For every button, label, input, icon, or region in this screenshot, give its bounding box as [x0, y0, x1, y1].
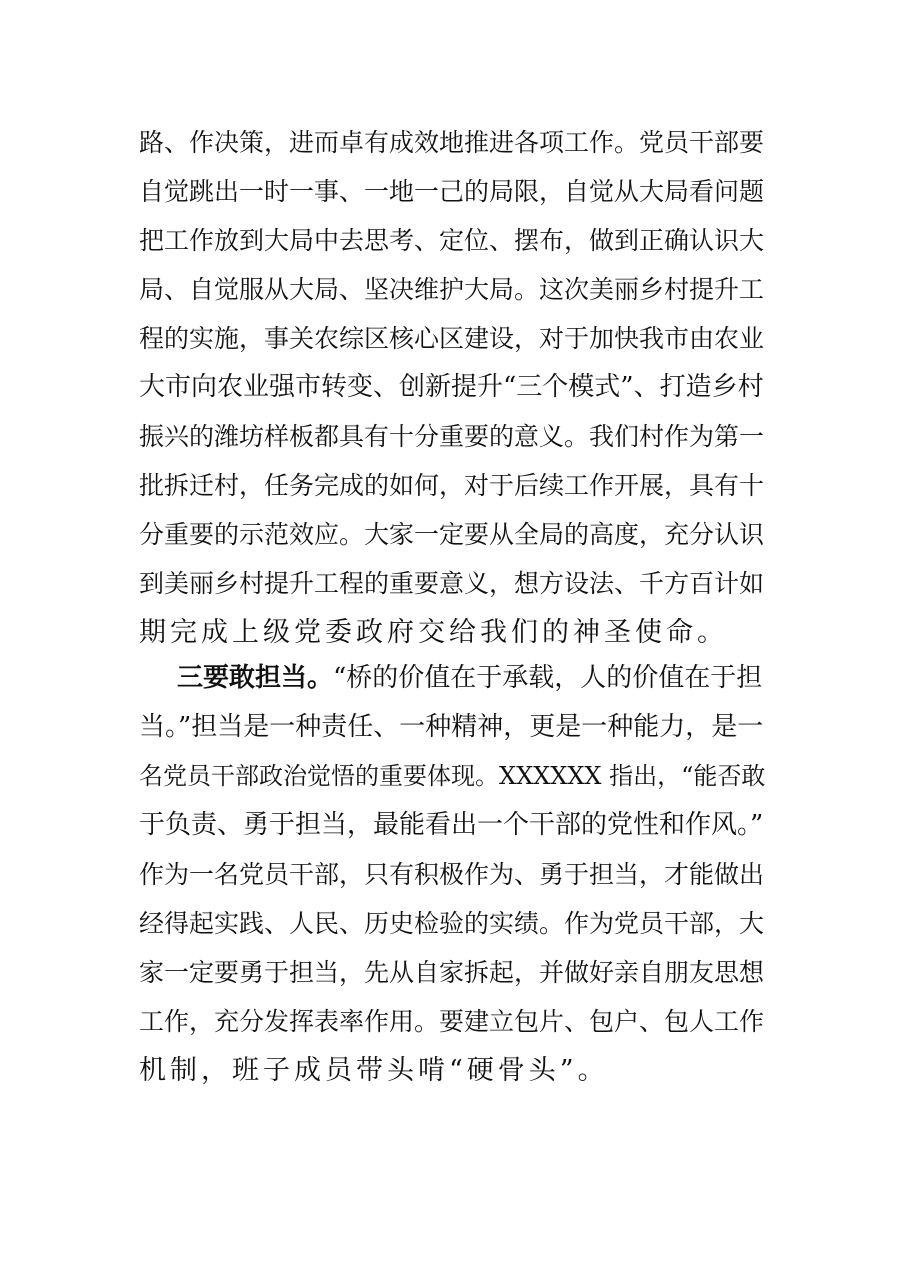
paragraph-line: 自觉跳出一时一事、一地一己的局限，自觉从大局看问题: [139, 177, 765, 206]
paragraph-line: 期完成上级党委政府交给我们的神圣使命。: [139, 617, 728, 648]
paragraph-first-line: [139, 654, 779, 703]
paragraph-line: 局、自觉服从大局、坚决维护大局。这次美丽乡村提升工: [139, 275, 765, 304]
section-heading: 三要敢担当。: [177, 663, 334, 693]
paragraph-line: 机制，班子成员带头啃“硬骨头”。: [139, 1055, 609, 1086]
paragraph-line-rest: “桥的价值在于承载，人的价值在于担: [333, 663, 763, 693]
paragraph-line: 工作，充分发挥表率作用。要建立包片、包户、包人工作: [139, 1007, 765, 1036]
paragraph-line: 作为一名党员干部，只有积极作为、勇于担当，才能做出: [139, 860, 765, 889]
paragraph-line: 程的实施，事关农综区核心区建设，对于加快我市由农业: [139, 324, 765, 353]
paragraph-line: 振兴的潍坊样板都具有十分重要的意义。我们村作为第一: [139, 422, 765, 451]
paragraph-line: 名党员干部政治觉悟的重要体现。XXXXXX 指出，“能否敢: [139, 762, 766, 790]
paragraph-line: 批拆迁村，任务完成的如何，对于后续工作开展，具有十: [139, 471, 765, 500]
paragraph-line: 家一定要勇于担当，先从自家拆起，并做好亲自朋友思想: [139, 958, 765, 987]
paragraph-2: [139, 654, 779, 1095]
paragraph-line: 分重要的示范效应。大家一定要从全局的高度，充分认识: [139, 520, 765, 549]
paragraph-line: 路、作决策，进而卓有成效地推进各项工作。党员干部要: [139, 128, 765, 157]
paragraph-line: 大市向农业强市转变、创新提升“三个模式”、打造乡村: [139, 372, 764, 402]
paragraph-line: 当。”担当是一种责任、一种精神，更是一种能力，是一: [139, 712, 764, 742]
paragraph-line: 到美丽乡村提升工程的重要意义，想方设法、千方百计如: [139, 569, 765, 598]
paragraph-line: 经得起实践、人民、历史检验的实绩。作为党员干部，大: [139, 909, 765, 938]
paragraph-line: 于负责、勇于担当，最能看出一个干部的党性和作风。”: [139, 810, 764, 840]
paragraph-line: 把工作放到大局中去思考、定位、摆布，做到正确认识大: [139, 226, 765, 255]
paragraph-1: [139, 118, 779, 657]
